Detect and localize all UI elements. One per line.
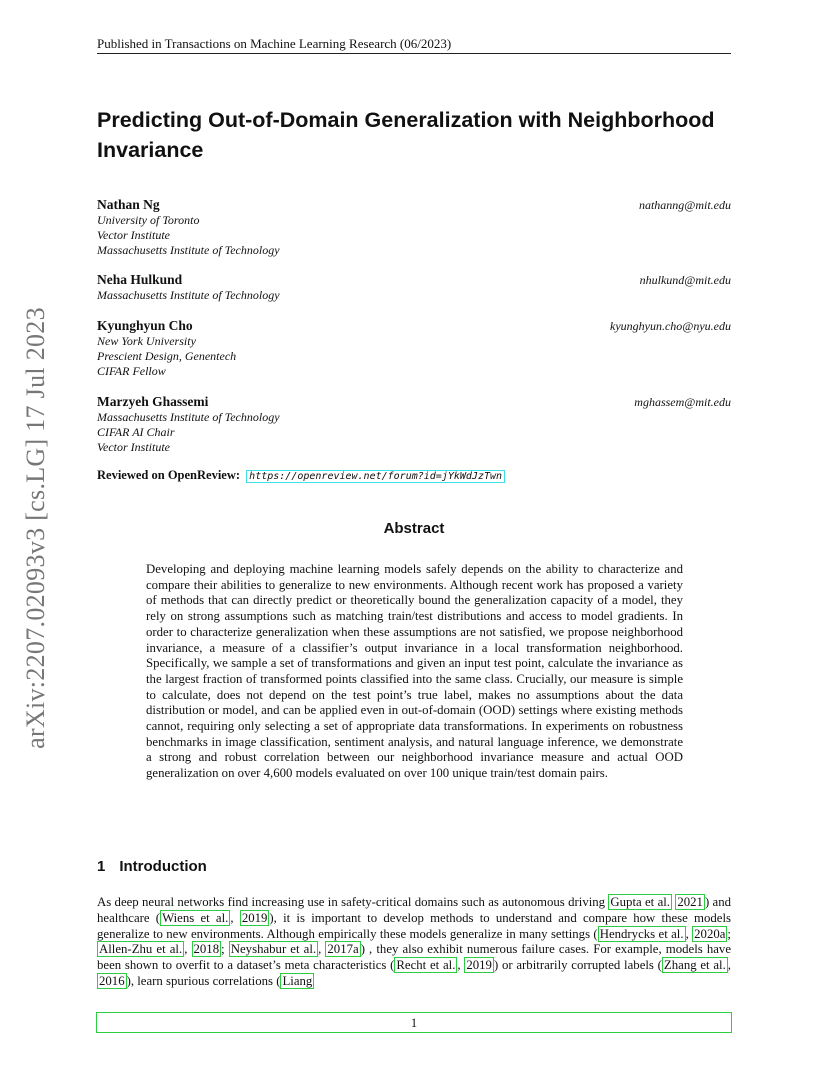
intro-text-run: ; — [221, 942, 229, 957]
intro-text-run: , — [727, 958, 731, 973]
citation-link[interactable]: Wiens et al. — [162, 910, 229, 925]
citation-link[interactable]: 2016 — [99, 973, 125, 988]
citation-link[interactable]: 2021 — [677, 895, 703, 909]
author-email[interactable]: kyunghyun.cho@nyu.edu — [610, 319, 731, 333]
author-name: Kyunghyun Cho — [97, 318, 193, 333]
intro-text-run: As deep neural networks find increasing use in safety-critical domains such as autonomous driving — [97, 895, 609, 909]
citation-link[interactable]: 2017a — [327, 942, 359, 957]
intro-text-run: , — [685, 926, 693, 941]
section-number: 1 — [97, 858, 106, 875]
citation-link[interactable]: 2020a — [694, 926, 726, 941]
arxiv-sidebar-stamp: arXiv:2207.02093v3 [cs.LG] 17 Jul 2023 — [21, 307, 50, 749]
citation-link[interactable]: Gupta et al. — [610, 895, 671, 909]
intro-text-run: , — [184, 942, 192, 957]
citation-link[interactable]: Neyshabur et al. — [230, 942, 317, 957]
section-title: Introduction — [119, 858, 207, 875]
author-affiliation: Prescient Design, Genentech — [97, 349, 237, 363]
author-name: Marzyeh Ghassemi — [97, 394, 209, 409]
author-email[interactable]: mghassem@mit.edu — [634, 395, 731, 409]
author-name: Nathan Ng — [97, 197, 160, 212]
citation-link[interactable]: Recht et al. — [396, 958, 456, 973]
author-block — [97, 197, 731, 258]
review-line — [97, 467, 505, 485]
author-affiliation: Vector Institute — [97, 440, 170, 454]
intro-text-run: , — [230, 910, 240, 925]
intro-text-run: ) and healthcare ( — [97, 895, 732, 925]
citation-link[interactable]: Allen-Zhu et al. — [99, 942, 183, 957]
intro-text-run: ), learn spurious correlations ( — [126, 973, 281, 988]
citation-link[interactable]: 2019 — [241, 910, 268, 925]
author-affiliation: Massachusetts Institute of Technology — [97, 243, 280, 257]
author-block — [97, 272, 731, 303]
author-block — [97, 394, 731, 455]
citation-link[interactable]: Liang — [282, 973, 313, 988]
author-affiliation: Massachusetts Institute of Technology — [97, 288, 280, 302]
citation-link[interactable]: 2019 — [466, 958, 492, 973]
intro-text-run: ) or arbitrarily corrupted labels ( — [493, 958, 662, 973]
intro-text-run: , — [457, 958, 465, 973]
author-name: Neha Hulkund — [97, 272, 183, 287]
paper-title: Predicting Out-of-Domain Generalization with Neighborhood Invariance — [97, 108, 715, 162]
author-affiliation: Vector Institute — [97, 228, 170, 242]
section-heading-introduction — [97, 858, 207, 876]
author-email[interactable]: nathanng@mit.edu — [638, 198, 731, 212]
author-affiliation: New York University — [97, 334, 196, 348]
journal-header: Published in Transactions on Machine Learning Research (06/2023) — [97, 36, 452, 51]
author-email[interactable]: nhulkund@mit.edu — [639, 273, 731, 287]
intro-text-run: ) , they also exhibit numerous failure cases. For example, models have been shown to overfit to a dataset’s meta characteristics ( — [97, 942, 731, 973]
author-affiliation: University of Toronto — [97, 213, 200, 227]
citation-link[interactable]: Hendrycks et al. — [599, 926, 684, 941]
review-label: Reviewed on OpenReview: — [97, 468, 241, 482]
author-affiliation: CIFAR Fellow — [97, 364, 166, 378]
abstract-body: Developing and deploying machine learning models safely depends on the ability to characterize and compare their abilities to generalize to new environments. Although recent work has proposed a variety of methods that can directly predict or theoretically bound the generalization capacity of a model, they rely on strong assumptions such as matching train/test distributions and access to model gradients. In order to characterize generalization when these assumptions are not satisfied, we propose neighborhood invariance, a measure of a classifier’s output invariance in a local transformation neighborhood. Specifically, we sample a set of transformations and given an input test point, calculate the invariance as the largest fraction of transformed points classified into the same class. Crucially, our measure is simple to calculate, does not depend on the test point’s true label, makes no assumptions about the data distribution or model, and can be applied even in out-of-domain (OOD) settings where existing methods cannot, requiring only selecting a set of appropriate data transformations. In experiments on robustness benchmarks in image classification, sentiment analysis, and natural language inference, we demonstrate a strong and robust correlation between our neighborhood invariance measure and actual OOD generalization on over 4,600 models evaluated on over 100 unique train/test domain pairs. — [146, 562, 683, 781]
abstract-heading: Abstract — [383, 520, 445, 537]
intro-text-run: ), it is important to develop methods to understand and compare how these models generalize to new environments. Although empirically these models generalize in many settings ( — [97, 910, 731, 941]
openreview-link[interactable]: https://openreview.net/forum?id=jYkWdJzTwn — [246, 470, 505, 483]
header-rule — [97, 53, 731, 54]
citation-link[interactable]: 2018 — [193, 942, 220, 957]
intro-text-run: ; — [727, 926, 731, 941]
author-block — [97, 318, 731, 379]
intro-text-run: , — [318, 942, 326, 957]
introduction-body — [97, 895, 731, 990]
author-affiliation: CIFAR AI Chair — [97, 425, 175, 439]
author-affiliation: Massachusetts Institute of Technology — [97, 410, 280, 424]
page-number: 1 — [410, 1016, 418, 1030]
citation-link[interactable]: Zhang et al. — [663, 958, 726, 973]
